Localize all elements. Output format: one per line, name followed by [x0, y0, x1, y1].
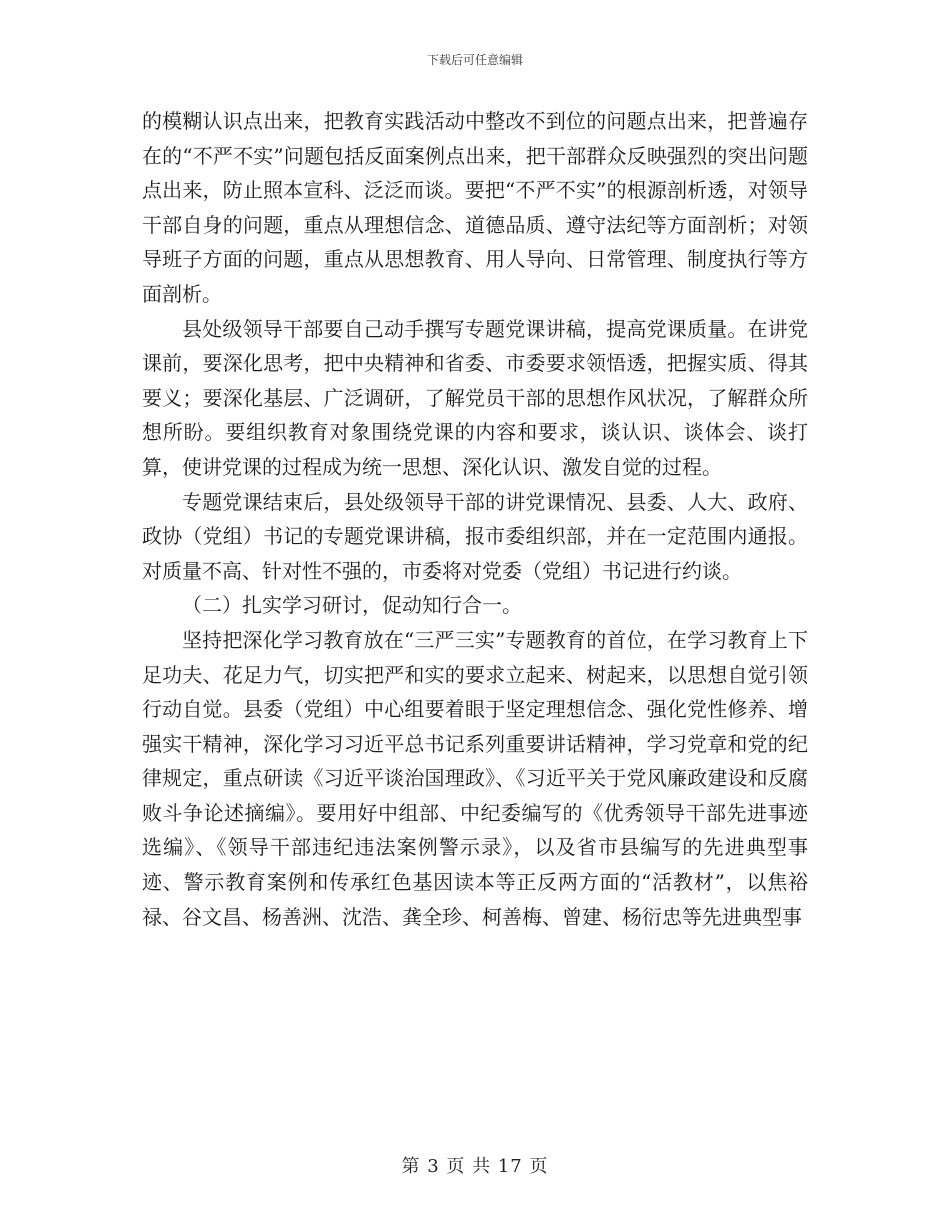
paragraph-2: 县处级领导干部要自己动手撰写专题党课讲稿，提高党课质量。在讲党课前，要深化思考，把中央精神和省委、市委要求领悟透，把握实质、得其要义；要深化基层、广泛调研，了解党员干部的思想作风状况，了解群众所想所盼。要组织教育对象围绕党课的内容和要求，谈认识、谈体会、谈打算，使讲党课的过程成为统一思想、深化认识、激发自觉的过程。	[142, 316, 808, 479]
section-heading: （二）扎实学习研讨，促动知行合一。	[182, 593, 522, 618]
paragraph-4: 坚持把深化学习教育放在“三严三实”专题教育的首位，在学习教育上下足功夫、花足力气，切实把严和实的要求立起来、树起来，以思想自觉引领行动自觉。县委（党组）中心组要着眼于坚定理想信念、强化党性修养、增强实干精神，深化学习习近平总书记系列重要讲话精神，学习党章和党的纪律规定，重点研读《习近平谈治国理政》、《习近平关于党风廉政建设和反腐败斗争论述摘编》。要用好中组部、中纪委编写的《优秀领导干部先进事迹选编》、《领导干部违纪违法案例警示录》，以及省市县编写的先进典型事迹、警示教育案例和传承红色基因读本等正反两方面的“活教材”，以焦裕禄、谷文昌、杨善洲、沈浩、龚全珍、柯善梅、曾建、杨衍忠等先进典型事	[142, 627, 808, 929]
page-number: 第 3 页 共 17 页	[401, 1156, 549, 1177]
paragraph-1: 的模糊认识点出来，把教育实践活动中整改不到位的问题点出来，把普遍存在的“不严不实”问题包括反面案例点出来，把干部群众反映强烈的突出问题点出来，防止照本宣科、泛泛而谈。要把“不严不实”的根源剖析透，对领导干部自身的问题，重点从理想信念、道德品质、遵守法纪等方面剖析；对领导班子方面的问题，重点从思想教育、用人导向、日常管理、制度执行等方面剖析。	[142, 109, 808, 306]
document-body	[142, 104, 808, 934]
page-header-note: 下载后可任意编辑	[426, 53, 523, 67]
paragraph-3: 专题党课结束后，县处级领导干部的讲党课情况、县委、人大、政府、政协（党组）书记的专题党课讲稿，报市委组织部，并在一定范围内通报。对质量不高、针对性不强的，市委将对党委（党组）书记进行约谈。	[142, 489, 808, 583]
